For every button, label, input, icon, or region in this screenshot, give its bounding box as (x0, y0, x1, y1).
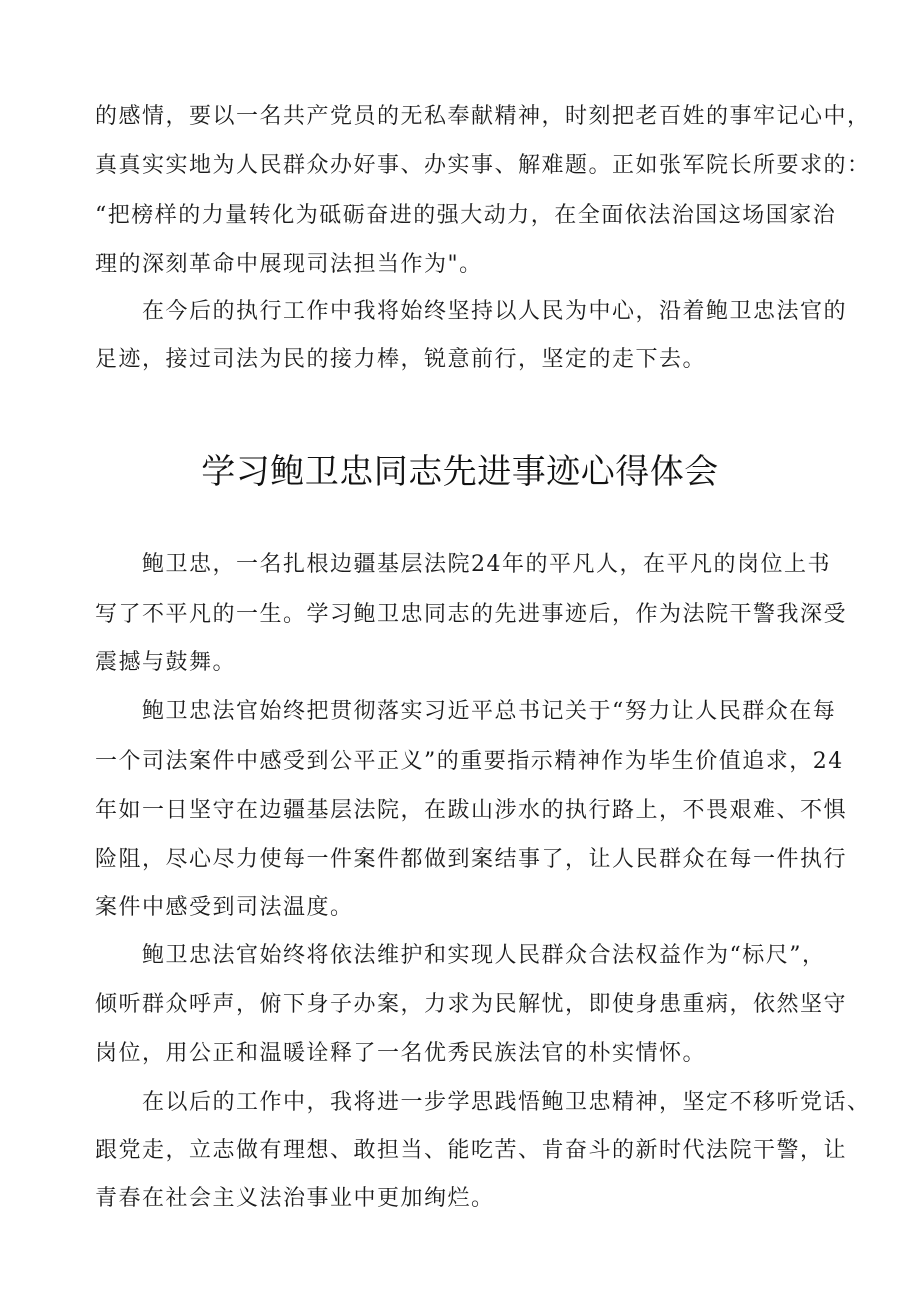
text-line: 理的深刻革命中展现司法担当作为"。 (95, 252, 483, 277)
text-line: 案件中感受到司法温度。 (95, 895, 354, 920)
paragraph-first-line: 鲍卫忠法官始终将依法维护和实现人民群众合法权益作为“标尺”， (142, 943, 826, 968)
article-title: 学习鲍卫忠同志先进事迹心得体会 (201, 452, 719, 492)
text-line: 一个司法案件中感受到公平正义”的重要指示精神作为毕生价值追求，24 (95, 749, 844, 774)
text-line: 写了不平凡的一生。学习鲍卫忠同志的先进事迹后，作为法院干警我深受 (95, 602, 848, 627)
paragraph-first-line: 在今后的执行工作中我将始终坚持以人民为中心，沿着鲍卫忠法官的 (142, 299, 848, 324)
text-line: 真真实实地为人民群众办好事、办实事、解难题。正如张军院长所要求的： (95, 153, 871, 178)
text-line: 跟党走，立志做有理想、敢担当、能吃苦、肯奋斗的新时代法院干警，让 (95, 1138, 848, 1163)
text-line: 青春在社会主义法治事业中更加绚烂。 (95, 1186, 495, 1211)
paragraph-first-line: 鲍卫忠，一名扎根边疆基层法院24年的平凡人，在平凡的岗位上书 (142, 552, 831, 577)
text-line: 足迹，接过司法为民的接力棒，锐意前行，坚定的走下去。 (95, 347, 707, 372)
paragraph-first-line: 鲍卫忠法官始终把贯彻落实习近平总书记关于“努力让人民群众在每 (142, 699, 837, 724)
text-line: “把榜样的力量转化为砥砺奋进的强大动力，在全面依法治国这场国家治 (95, 203, 837, 228)
text-line: 的感情，要以一名共产党员的无私奉献精神，时刻把老百姓的事牢记心中， (95, 104, 871, 129)
text-line: 年如一日坚守在边疆基层法院，在跋山涉水的执行路上，不畏艰难、不惧 (95, 798, 848, 823)
text-line: 险阻，尽心尽力使每一件案件都做到案结事了，让人民群众在每一件执行 (95, 847, 848, 872)
paragraph-first-line: 在以后的工作中，我将进一步学思践悟鲍卫忠精神，坚定不移听党话、 (142, 1090, 871, 1115)
text-line: 震撼与鼓舞。 (95, 650, 237, 675)
text-line: 岗位，用公正和温暖诠释了一名优秀民族法官的朴实情怀。 (95, 1041, 707, 1066)
text-line: 倾听群众呼声，俯下身子办案，力求为民解忧，即使身患重病，依然坚守 (95, 992, 848, 1017)
